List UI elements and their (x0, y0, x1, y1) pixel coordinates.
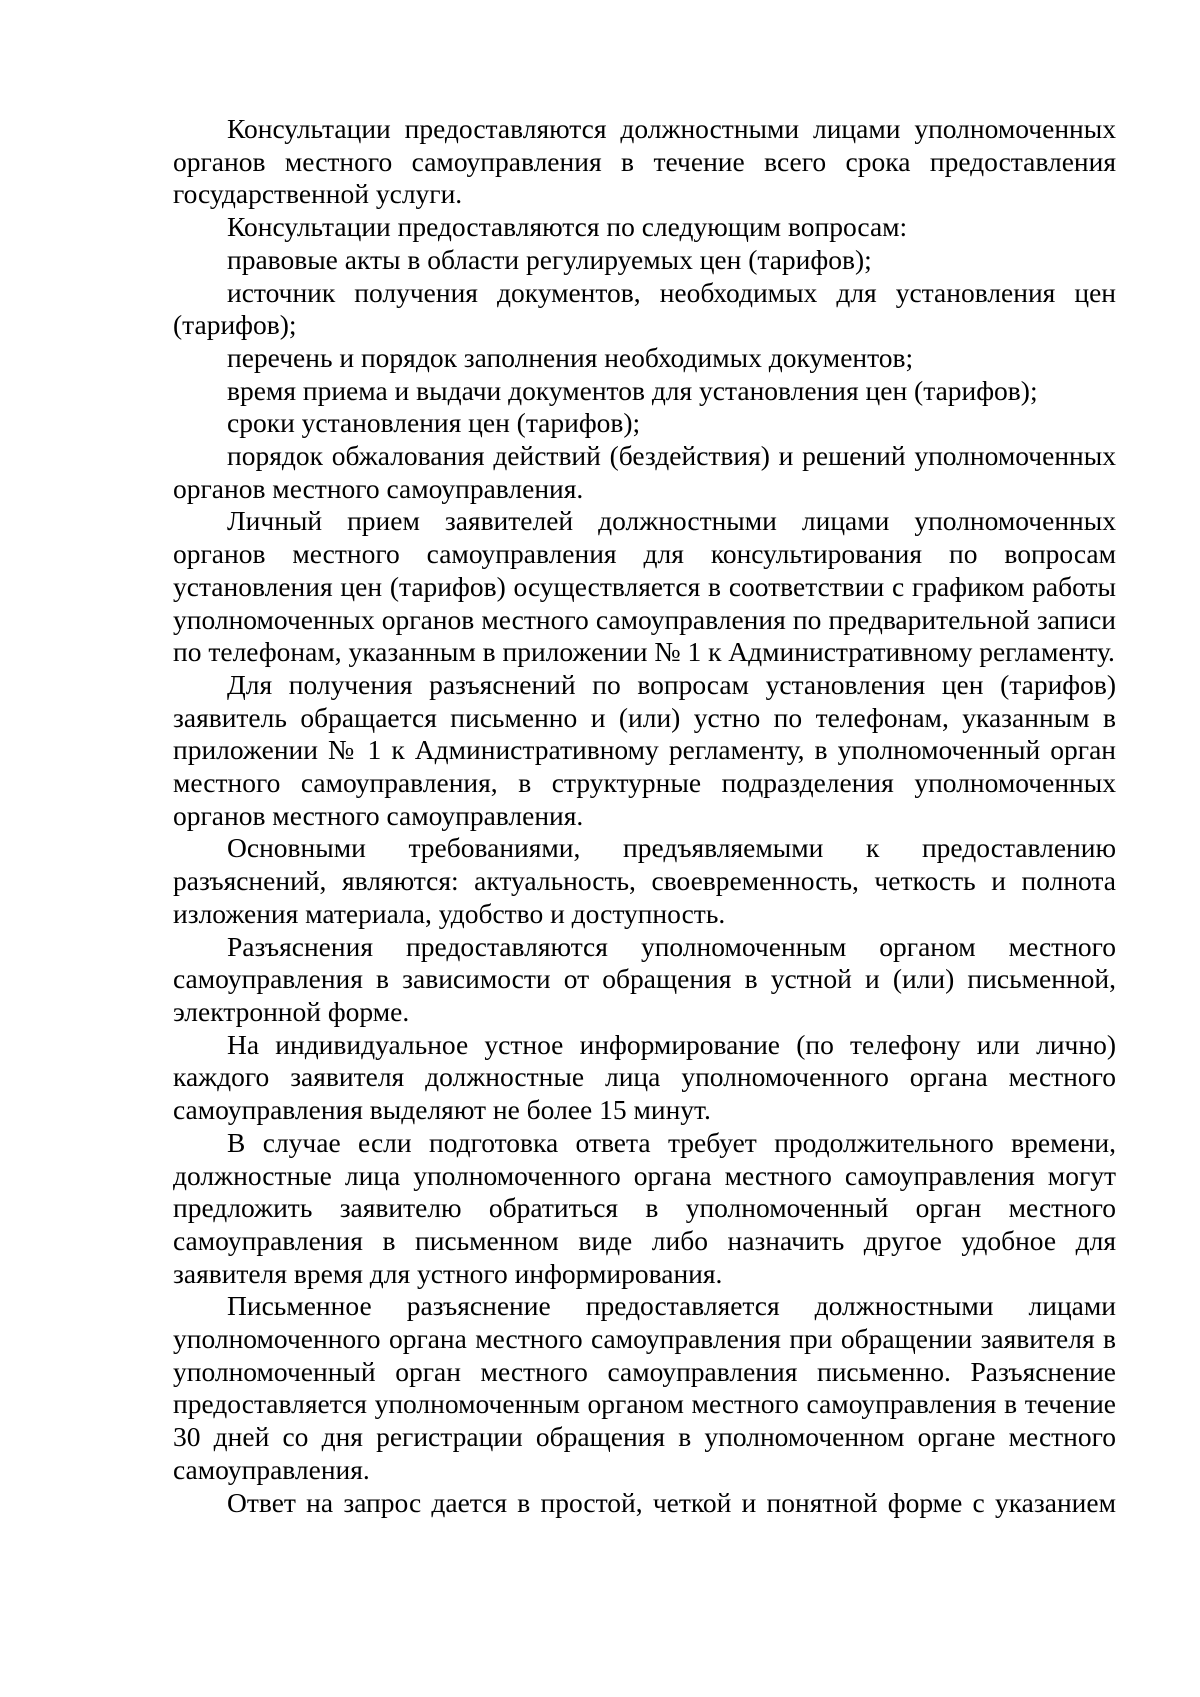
list-item-reception-time: время приема и выдачи документов для установления цен (тарифов); (227, 374, 1038, 406)
paragraph-clarification-requirements: Основными требованиями, предъявляемыми к предоставлению разъяснений, являются: актуальность, своевременность, четкость и полнота изложения материала, удобство и доступность. (173, 832, 1116, 929)
paragraph-response-form: Ответ на запрос дается в простой, четкой и понятной форме с указанием (227, 1486, 1116, 1518)
paragraph-personal-reception: Личный прием заявителей должностными лицами уполномоченных органов местного самоуправления для консультирования по вопросам установления цен (тарифов) осуществляется в соответствии с графиком работы уполномоченных органов местного самоуправления по предварительной записи по телефонам, указанным в приложении № 1 к Административному регламенту. (173, 505, 1116, 668)
paragraph-long-preparation: В случае если подготовка ответа требует продолжительного времени, должностные лица уполномоченного органа местного самоуправления могут предложить заявителю обратиться в уполномоченный орган местного самоуправления в письменном виде либо назначить другое удобное для заявителя время для устного информирования. (173, 1126, 1116, 1289)
list-item-appeal-procedure: порядок обжалования действий (бездействия) и решений уполномоченных органов местного самоуправления. (173, 440, 1116, 504)
list-item-document-list: перечень и порядок заполнения необходимых документов; (227, 341, 914, 373)
paragraph-oral-informing-time: На индивидуальное устное информирование (по телефону или лично) каждого заявителя должностные лица уполномоченного органа местного самоуправления выделяют не более 15 минут. (173, 1028, 1116, 1126)
list-item-deadlines: сроки установления цен (тарифов); (227, 407, 641, 439)
document-body (173, 113, 1116, 1519)
paragraph-consultation-topics-intro: Консультации предоставляются по следующим вопросам: (227, 211, 908, 243)
paragraph-clarification-form: Разъяснения предоставляются уполномоченным органом местного самоуправления в зависимости от обращения в устной и (или) письменной, электронной форме. (173, 930, 1116, 1027)
list-item-document-source: источник получения документов, необходимых для установления цен (тарифов); (173, 276, 1116, 341)
paragraph-consultation-providers: Консультации предоставляются должностными лицами уполномоченных органов местного самоуправления в течение всего срока предоставления государственной услуги. (173, 113, 1116, 210)
list-item-legal-acts: правовые акты в области регулируемых цен (тарифов); (227, 243, 872, 275)
paragraph-clarification-request: Для получения разъяснений по вопросам установления цен (тарифов) заявитель обращается письменно и (или) устно по телефонам, указанным в приложении № 1 к Административному регламенту, в уполномоченный орган местного самоуправления, в структурные подразделения уполномоченных органов местного самоуправления. (173, 668, 1116, 831)
paragraph-written-clarification: Письменное разъяснение предоставляется должностными лицами уполномоченного органа местного самоуправления при обращении заявителя в уполномоченный орган местного самоуправления письменно. Разъяснение предоставляется уполномоченным органом местного самоуправления в течение 30 дней со дня регистрации обращения в уполномоченном органе местного самоуправления. (173, 1290, 1116, 1485)
